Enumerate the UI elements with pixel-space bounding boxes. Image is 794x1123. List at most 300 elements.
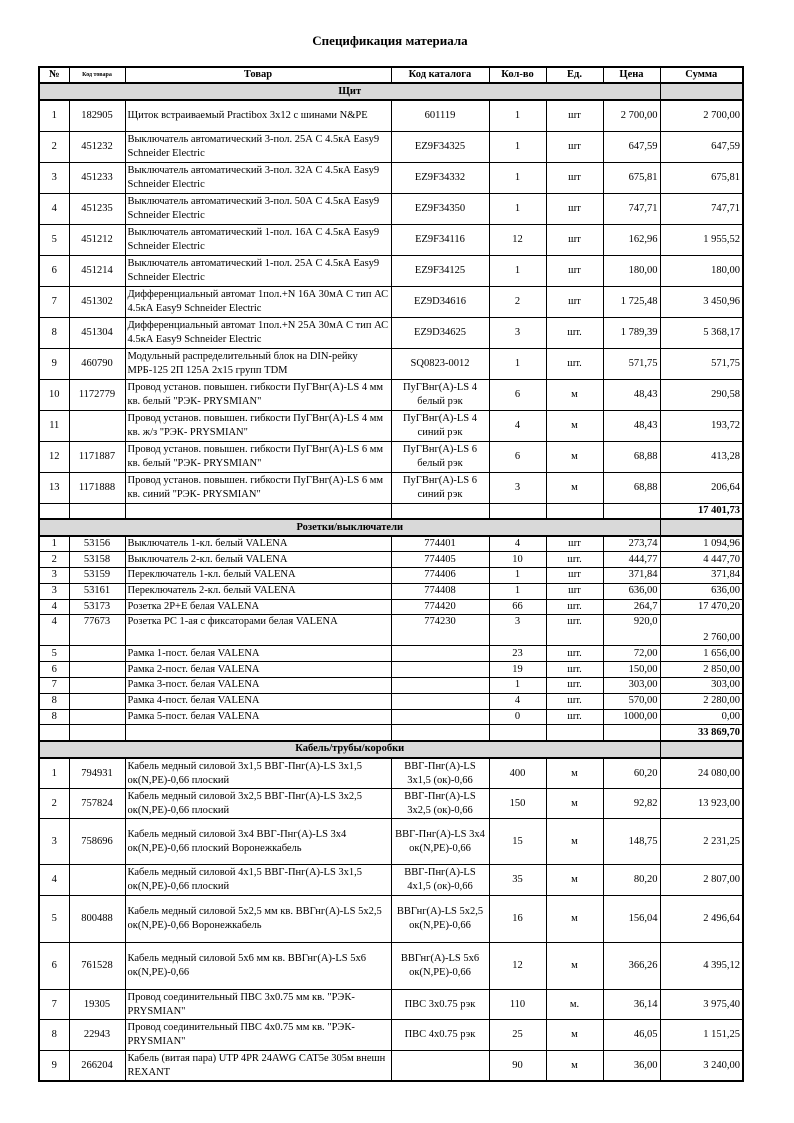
table-row (39, 615, 743, 646)
quantity: 1 (489, 193, 546, 224)
catalog-code: ПуГВнг(А)-LS 6 белый рэк (391, 441, 489, 472)
unit: шт. (546, 348, 603, 379)
sum: 571,75 (660, 348, 743, 379)
sum: 3 450,96 (660, 286, 743, 317)
price: 1 789,39 (603, 317, 660, 348)
catalog-code: EZ9D34616 (391, 286, 489, 317)
product-name: Кабель медный силовой 3х4 ВВГ-Пнг(А)-LS 3х4 ок(N,PE)-0,66 плоский Воронежкабель (125, 819, 391, 865)
table-row (39, 943, 743, 990)
price: 444,77 (603, 552, 660, 568)
product-code: 266204 (69, 1051, 125, 1081)
catalog-code: SQ0823-0012 (391, 348, 489, 379)
price: 48,43 (603, 410, 660, 441)
product-name: Дифференциальный автомат 1пол.+N 16А 30мА С тип АС 4.5кА Easy9 Schneider Electric (125, 286, 391, 317)
unit: м (546, 789, 603, 819)
product-code: 451232 (69, 131, 125, 162)
catalog-code: EZ9F34325 (391, 131, 489, 162)
header-quantity: Кол-во (489, 67, 546, 83)
sum: 3 240,00 (660, 1051, 743, 1081)
product-code: 757824 (69, 789, 125, 819)
sum: 206,64 (660, 472, 743, 503)
item-number: 5 (39, 646, 69, 662)
quantity: 25 (489, 1020, 546, 1051)
unit: м. (546, 990, 603, 1020)
sum: 2 760,00 (660, 615, 743, 646)
quantity: 1 (489, 348, 546, 379)
product-name: Выключатель автоматический 3-пол. 32А С 4.5кА Easy9 Schneider Electric (125, 162, 391, 193)
section-header-row (39, 741, 743, 758)
header-catalog-code: Код каталога (391, 67, 489, 83)
catalog-code: EZ9F34125 (391, 255, 489, 286)
product-name: Переключатель 2-кл. белый VALENA (125, 583, 391, 599)
quantity: 1 (489, 583, 546, 599)
unit: шт. (546, 693, 603, 709)
header-sum: Сумма (660, 67, 743, 83)
item-number: 6 (39, 943, 69, 990)
price: 150,00 (603, 662, 660, 678)
sum: 1 094,96 (660, 536, 743, 552)
unit: шт (546, 286, 603, 317)
item-number: 6 (39, 662, 69, 678)
product-code: 800488 (69, 896, 125, 943)
product-code: 53161 (69, 583, 125, 599)
sum: 1 656,00 (660, 646, 743, 662)
table-row (39, 662, 743, 678)
unit: м (546, 1051, 603, 1081)
product-code: 451214 (69, 255, 125, 286)
price: 36,14 (603, 990, 660, 1020)
sum: 2 700,00 (660, 100, 743, 131)
catalog-code (391, 662, 489, 678)
product-name: Выключатель автоматический 3-пол. 25А С 4.5кА Easy9 Schneider Electric (125, 131, 391, 162)
sum: 2 231,25 (660, 819, 743, 865)
empty-cell (603, 725, 660, 741)
quantity: 6 (489, 441, 546, 472)
section-title: Щит (39, 83, 660, 100)
product-code: 53156 (69, 536, 125, 552)
sum: 5 368,17 (660, 317, 743, 348)
quantity: 6 (489, 379, 546, 410)
item-number: 7 (39, 990, 69, 1020)
product-name: Кабель медный силовой 3х1,5 ВВГ-Пнг(А)-LS 3х1,5 ок(N,PE)-0,66 плоский (125, 758, 391, 789)
item-number: 7 (39, 678, 69, 694)
product-code: 182905 (69, 100, 125, 131)
sum: 180,00 (660, 255, 743, 286)
product-code: 77673 (69, 615, 125, 646)
table-row (39, 131, 743, 162)
catalog-code: 774420 (391, 599, 489, 615)
unit: шт. (546, 678, 603, 694)
price: 570,00 (603, 693, 660, 709)
product-name: Провод установ. повышен. гибкости ПуГВнг(А)-LS 6 мм кв. белый "РЭК- PRYSMIAN" (125, 441, 391, 472)
table-row (39, 758, 743, 789)
sum: 2 280,00 (660, 693, 743, 709)
table-row (39, 583, 743, 599)
product-code: 794931 (69, 758, 125, 789)
unit: шт. (546, 709, 603, 725)
table-row (39, 646, 743, 662)
item-number: 2 (39, 552, 69, 568)
item-number: 13 (39, 472, 69, 503)
price: 46,05 (603, 1020, 660, 1051)
unit: шт (546, 536, 603, 552)
header-unit: Ед. (546, 67, 603, 83)
table-row (39, 789, 743, 819)
table-row (39, 410, 743, 441)
catalog-code: 774406 (391, 568, 489, 584)
unit: шт. (546, 599, 603, 615)
table-row (39, 1020, 743, 1051)
price: 747,71 (603, 193, 660, 224)
item-number: 10 (39, 379, 69, 410)
unit: м (546, 379, 603, 410)
catalog-code: 774230 (391, 615, 489, 646)
quantity: 12 (489, 224, 546, 255)
item-number: 4 (39, 615, 69, 646)
product-name: Выключатель автоматический 1-пол. 16А С 4.5кА Easy9 Schneider Electric (125, 224, 391, 255)
item-number: 1 (39, 100, 69, 131)
item-number: 11 (39, 410, 69, 441)
table-header-row (39, 67, 743, 83)
product-code: 451233 (69, 162, 125, 193)
table-row (39, 286, 743, 317)
unit: шт (546, 568, 603, 584)
item-number: 5 (39, 224, 69, 255)
quantity: 4 (489, 693, 546, 709)
section-total-row (39, 503, 743, 519)
price: 48,43 (603, 379, 660, 410)
price: 636,00 (603, 583, 660, 599)
product-code: 1172779 (69, 379, 125, 410)
section-header-empty (660, 741, 743, 758)
empty-cell (391, 725, 489, 741)
item-number: 8 (39, 1020, 69, 1051)
quantity: 1 (489, 678, 546, 694)
product-code: 1171888 (69, 472, 125, 503)
item-number: 9 (39, 348, 69, 379)
table-row (39, 317, 743, 348)
sum: 371,84 (660, 568, 743, 584)
unit: шт (546, 162, 603, 193)
product-name: Провод установ. повышен. гибкости ПуГВнг(А)-LS 4 мм кв. ж/з "РЭК- PRYSMIAN" (125, 410, 391, 441)
quantity: 1 (489, 568, 546, 584)
table-row (39, 709, 743, 725)
product-name: Переключатель 1-кл. белый VALENA (125, 568, 391, 584)
sum: 747,71 (660, 193, 743, 224)
item-number: 9 (39, 1051, 69, 1081)
product-code: 53158 (69, 552, 125, 568)
product-code: 19305 (69, 990, 125, 1020)
item-number: 4 (39, 865, 69, 896)
sum: 4 395,12 (660, 943, 743, 990)
price: 92,82 (603, 789, 660, 819)
table-row (39, 348, 743, 379)
section-total: 17 401,73 (660, 503, 743, 519)
table-row (39, 896, 743, 943)
catalog-code: ВВГнг(А)-LS 5х6 ок(N,PE)-0,66 (391, 943, 489, 990)
product-name: Рамка 5-пост. белая VALENA (125, 709, 391, 725)
quantity: 110 (489, 990, 546, 1020)
table-row (39, 472, 743, 503)
catalog-code (391, 1051, 489, 1081)
unit: м (546, 896, 603, 943)
catalog-code: ПуГВнг(А)-LS 6 синий рэк (391, 472, 489, 503)
catalog-code: EZ9F34116 (391, 224, 489, 255)
quantity: 0 (489, 709, 546, 725)
table-row (39, 819, 743, 865)
item-number: 4 (39, 193, 69, 224)
price: 80,20 (603, 865, 660, 896)
price: 68,88 (603, 472, 660, 503)
sum: 13 923,00 (660, 789, 743, 819)
item-number: 4 (39, 599, 69, 615)
section-header-row (39, 83, 743, 100)
price: 1 725,48 (603, 286, 660, 317)
product-code: 53173 (69, 599, 125, 615)
product-name: Щиток встраиваемый Practibox 3x12 с шинами N&PE (125, 100, 391, 131)
product-name: Кабель медный силовой 5х6 мм кв. ВВГнг(А)-LS 5х6 ок(N,PE)-0,66 (125, 943, 391, 990)
quantity: 66 (489, 599, 546, 615)
catalog-code (391, 693, 489, 709)
sum: 2 496,64 (660, 896, 743, 943)
catalog-code: ВВГ-Пнг(А)-LS 3х2,5 (ок)-0,66 (391, 789, 489, 819)
product-code (69, 693, 125, 709)
sum: 3 975,40 (660, 990, 743, 1020)
unit: шт. (546, 552, 603, 568)
catalog-code: EZ9F34350 (391, 193, 489, 224)
product-code (69, 865, 125, 896)
item-number: 5 (39, 896, 69, 943)
quantity: 3 (489, 472, 546, 503)
price: 371,84 (603, 568, 660, 584)
empty-cell (69, 503, 125, 519)
price: 675,81 (603, 162, 660, 193)
header-product-code: Код товара (69, 67, 125, 83)
product-name: Кабель медный силовой 4х1,5 ВВГ-Пнг(А)-LS 3х1,5 ок(N,PE)-0,66 плоский (125, 865, 391, 896)
product-name: Провод установ. повышен. гибкости ПуГВнг(А)-LS 4 мм кв. белый "РЭК- PRYSMIAN" (125, 379, 391, 410)
item-number: 3 (39, 568, 69, 584)
unit: шт (546, 255, 603, 286)
product-name: Рамка 2-пост. белая VALENA (125, 662, 391, 678)
catalog-code: EZ9D34625 (391, 317, 489, 348)
product-code (69, 410, 125, 441)
product-code (69, 646, 125, 662)
quantity: 3 (489, 317, 546, 348)
empty-cell (603, 503, 660, 519)
catalog-code (391, 646, 489, 662)
product-name: Розетка РС 1-ая с фиксаторами белая VALENA (125, 615, 391, 646)
quantity: 10 (489, 552, 546, 568)
catalog-code: ПВС 4х0.75 рэк (391, 1020, 489, 1051)
table-row (39, 193, 743, 224)
product-name: Розетка 2Р+Е белая VALENA (125, 599, 391, 615)
product-code (69, 678, 125, 694)
catalog-code: ПуГВнг(А)-LS 4 белый рэк (391, 379, 489, 410)
quantity: 4 (489, 536, 546, 552)
unit: м (546, 441, 603, 472)
product-name: Выключатель автоматический 1-пол. 25А С 4.5кА Easy9 Schneider Electric (125, 255, 391, 286)
specification-table (38, 66, 744, 1082)
catalog-code: ПуГВнг(А)-LS 4 синий рэк (391, 410, 489, 441)
item-number: 12 (39, 441, 69, 472)
item-number: 7 (39, 286, 69, 317)
catalog-code: ПВС 3х0.75 рэк (391, 990, 489, 1020)
item-number: 8 (39, 317, 69, 348)
price: 647,59 (603, 131, 660, 162)
sum: 0,00 (660, 709, 743, 725)
empty-cell (125, 503, 391, 519)
product-code: 53159 (69, 568, 125, 584)
sum: 1 955,52 (660, 224, 743, 255)
empty-cell (39, 503, 69, 519)
quantity: 15 (489, 819, 546, 865)
price: 68,88 (603, 441, 660, 472)
price: 36,00 (603, 1051, 660, 1081)
table-row (39, 865, 743, 896)
price: 156,04 (603, 896, 660, 943)
item-number: 8 (39, 709, 69, 725)
quantity: 1 (489, 100, 546, 131)
price: 273,74 (603, 536, 660, 552)
product-code: 451302 (69, 286, 125, 317)
quantity: 4 (489, 410, 546, 441)
quantity: 400 (489, 758, 546, 789)
product-name: Выключатель 1-кл. белый VALENA (125, 536, 391, 552)
catalog-code: 774401 (391, 536, 489, 552)
item-number: 1 (39, 536, 69, 552)
table-row (39, 693, 743, 709)
table-row (39, 678, 743, 694)
unit: шт. (546, 317, 603, 348)
quantity: 3 (489, 615, 546, 646)
unit: шт. (546, 615, 603, 646)
price: 303,00 (603, 678, 660, 694)
quantity: 1 (489, 162, 546, 193)
product-name: Модульный распределительный блок на DIN-рейку МРБ-125 2П 125А 2х15 групп TDM (125, 348, 391, 379)
product-name: Провод установ. повышен. гибкости ПуГВнг(А)-LS 6 мм кв. синий "РЭК- PRYSMIAN" (125, 472, 391, 503)
product-name: Кабель медный силовой 5х2,5 мм кв. ВВГнг(А)-LS 5х2,5 ок(N,PE)-0,66 Воронежкабель (125, 896, 391, 943)
price: 2 700,00 (603, 100, 660, 131)
section-total: 33 869,70 (660, 725, 743, 741)
sum: 303,00 (660, 678, 743, 694)
table-row (39, 162, 743, 193)
item-number: 3 (39, 819, 69, 865)
quantity: 1 (489, 255, 546, 286)
section-total-row (39, 725, 743, 741)
product-name: Выключатель 2-кл. белый VALENA (125, 552, 391, 568)
empty-cell (69, 725, 125, 741)
section-title: Кабель/трубы/коробки (39, 741, 660, 758)
product-name: Выключатель автоматический 3-пол. 50А С 4.5кА Easy9 Schneider Electric (125, 193, 391, 224)
sum: 290,58 (660, 379, 743, 410)
table-row (39, 552, 743, 568)
item-number: 6 (39, 255, 69, 286)
sum: 4 447,70 (660, 552, 743, 568)
item-number: 1 (39, 758, 69, 789)
product-code (69, 662, 125, 678)
table-row (39, 100, 743, 131)
catalog-code (391, 678, 489, 694)
unit: шт. (546, 662, 603, 678)
product-name: Дифференциальный автомат 1пол.+N 25А 30мА С тип АС 4.5кА Easy9 Schneider Electric (125, 317, 391, 348)
item-number: 3 (39, 162, 69, 193)
table-row (39, 255, 743, 286)
empty-cell (546, 725, 603, 741)
product-name: Провод соединительный ПВС 3х0.75 мм кв. "РЭК- PRYSMIAN" (125, 990, 391, 1020)
table-row (39, 224, 743, 255)
price: 180,00 (603, 255, 660, 286)
sum: 2 850,00 (660, 662, 743, 678)
price: 366,26 (603, 943, 660, 990)
product-code: 1171887 (69, 441, 125, 472)
catalog-code: 774405 (391, 552, 489, 568)
empty-cell (39, 725, 69, 741)
catalog-code: 774408 (391, 583, 489, 599)
unit: м (546, 1020, 603, 1051)
unit: м (546, 865, 603, 896)
price: 571,75 (603, 348, 660, 379)
product-code: 451304 (69, 317, 125, 348)
catalog-code: ВВГ-Пнг(А)-LS 4х1,5 (ок)-0,66 (391, 865, 489, 896)
quantity: 150 (489, 789, 546, 819)
header-price: Цена (603, 67, 660, 83)
header-product: Товар (125, 67, 391, 83)
sum: 2 807,00 (660, 865, 743, 896)
sum: 1 151,25 (660, 1020, 743, 1051)
unit: шт (546, 193, 603, 224)
quantity: 12 (489, 943, 546, 990)
quantity: 35 (489, 865, 546, 896)
sum: 636,00 (660, 583, 743, 599)
sum: 17 470,20 (660, 599, 743, 615)
product-name: Кабель медный силовой 3х2,5 ВВГ-Пнг(А)-LS 3х2,5 ок(N,PE)-0,66 плоский (125, 789, 391, 819)
quantity: 1 (489, 131, 546, 162)
section-header-empty (660, 519, 743, 536)
sum: 24 080,00 (660, 758, 743, 789)
item-number: 8 (39, 693, 69, 709)
quantity: 16 (489, 896, 546, 943)
catalog-code: ВВГнг(А)-LS 5х2,5 ок(N,PE)-0,66 (391, 896, 489, 943)
sum: 413,28 (660, 441, 743, 472)
product-code: 460790 (69, 348, 125, 379)
product-code: 22943 (69, 1020, 125, 1051)
unit: м (546, 472, 603, 503)
unit: м (546, 410, 603, 441)
product-code: 451235 (69, 193, 125, 224)
table-row (39, 568, 743, 584)
item-number: 2 (39, 789, 69, 819)
unit: шт (546, 131, 603, 162)
unit: шт (546, 224, 603, 255)
empty-cell (125, 725, 391, 741)
section-header-empty (660, 83, 743, 100)
unit: шт. (546, 646, 603, 662)
product-code: 451212 (69, 224, 125, 255)
price: 162,96 (603, 224, 660, 255)
header-number: № (39, 67, 69, 83)
sum: 647,59 (660, 131, 743, 162)
empty-cell (489, 725, 546, 741)
price: 264,7 (603, 599, 660, 615)
price: 1000,00 (603, 709, 660, 725)
product-code: 758696 (69, 819, 125, 865)
item-number: 2 (39, 131, 69, 162)
product-code: 761528 (69, 943, 125, 990)
price: 72,00 (603, 646, 660, 662)
sum: 193,72 (660, 410, 743, 441)
catalog-code: EZ9F34332 (391, 162, 489, 193)
catalog-code: ВВГ-Пнг(А)-LS 3х4 ок(N,PE)-0,66 (391, 819, 489, 865)
